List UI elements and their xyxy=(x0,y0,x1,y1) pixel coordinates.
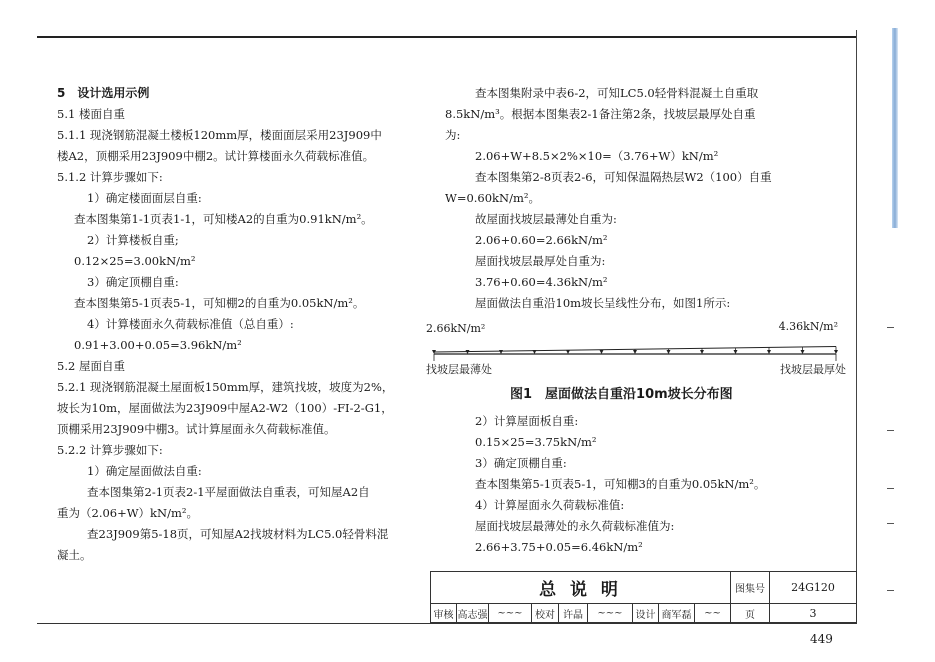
text-line: 5.2.1 现浇钢筋混凝土屋面板150mm厚，建筑找坡，坡度为2%， xyxy=(57,380,394,394)
figure-caption: 图1 屋面做法自重沿10m坡长分布图 xyxy=(510,387,733,402)
text-line: 5.1 楼面自重 xyxy=(57,107,125,121)
scan-edge-mark xyxy=(892,28,898,228)
checker-signature: ~~~ xyxy=(587,603,633,623)
text-line: 顶棚采用23J909中棚3。试计算屋面永久荷载标准值。 xyxy=(57,422,336,436)
frame-top-border xyxy=(37,36,857,38)
text-line: 查本图集第5-1页表5-1，可知棚2的自重为0.05kN/m²。 xyxy=(74,296,365,310)
design-label: 设计 xyxy=(632,603,659,623)
text-line: 重为（2.06+W）kN/m²。 xyxy=(57,506,198,520)
text-line: 2）计算屋面板自重: xyxy=(475,414,579,428)
load-arrow-head xyxy=(533,350,537,354)
text-line: 查本图集第2-8页表2-6，可知保温隔热层W2（100）自重 xyxy=(475,170,772,184)
text-line: 查本图集第5-1页表5-1，可知棚3的自重为0.05kN/m²。 xyxy=(475,477,766,491)
load-arrow-head xyxy=(633,350,637,354)
text-line: 查本图集第1-1页表1-1，可知楼A2的自重为0.91kN/m²。 xyxy=(74,212,373,226)
page-value: 3 xyxy=(769,603,857,623)
right-text-column xyxy=(445,83,845,314)
text-line: 1）确定屋面做法自重: xyxy=(87,464,202,478)
page-label: 页 xyxy=(730,603,770,623)
load-arrow-head xyxy=(700,350,704,354)
load-arrow-head xyxy=(566,350,570,354)
scan-tick xyxy=(887,523,894,524)
text-line: 坡长为10m，屋面做法为23J909中屋A2-W2（100）-FI-2-G1， xyxy=(57,401,393,415)
text-line: 屋面做法自重沿10m坡长呈线性分布，如图1所示: xyxy=(475,296,731,310)
text-line: 3）确定顶棚自重: xyxy=(87,275,179,289)
text-line: 5.2.2 计算步骤如下: xyxy=(57,443,163,457)
text-line: 5.1.1 现浇钢筋混凝土楼板120mm厚，楼面面层采用23J909中 xyxy=(57,128,382,142)
text-line: 查本图集附录中表6-2，可知LC5.0轻骨料混凝土自重取 xyxy=(475,86,759,100)
text-line: 2）计算楼板自重; xyxy=(87,233,179,247)
text-line: 查23J909第5-18页，可知屋A2找坡材料为LC5.0轻骨料混 xyxy=(87,527,389,541)
text-line: 0.12×25=3.00kN/m² xyxy=(74,254,196,268)
text-line: 4）计算楼面永久荷载标准值（总自重）: xyxy=(87,317,294,331)
load-arrow-head xyxy=(801,350,805,354)
reviewer-name: 高志强 xyxy=(456,603,489,623)
designer-signature: ~~ xyxy=(694,603,731,623)
thin-end-value: 2.66kN/m² xyxy=(426,322,486,335)
text-line: 5.1.2 计算步骤如下: xyxy=(57,170,163,184)
atlas-label: 图集号 xyxy=(730,571,770,604)
scan-tick xyxy=(887,590,894,591)
text-line: 屋面找坡层最薄处的永久荷载标准值为: xyxy=(475,519,675,533)
frame-bottom-border xyxy=(37,623,857,624)
text-line: 5.2 屋面自重 xyxy=(57,359,125,373)
text-line: 2.66+3.75+0.05=6.46kN/m² xyxy=(475,540,643,554)
thick-end-label: 找坡层最厚处 xyxy=(780,363,846,376)
text-line: 为: xyxy=(445,128,461,142)
thin-end-label: 找坡层最薄处 xyxy=(426,363,492,376)
drawing-title: 总 说 明 xyxy=(430,571,731,604)
scan-tick xyxy=(887,488,894,489)
check-label: 校对 xyxy=(531,603,559,623)
load-arrow-head xyxy=(600,350,604,354)
text-line: 0.91+3.00+0.05=3.96kN/m² xyxy=(74,338,242,352)
load-distribution-figure xyxy=(426,320,846,405)
load-arrow-head xyxy=(499,350,503,354)
text-line: 3）确定顶棚自重: xyxy=(475,456,567,470)
text-line: 屋面找坡层最厚处自重为: xyxy=(475,254,606,268)
text-line: 楼A2，顶棚采用23J909中棚2。试计算楼面永久荷载标准值。 xyxy=(57,149,375,163)
text-line: 0.15×25=3.75kN/m² xyxy=(475,435,597,449)
title-block xyxy=(430,571,857,623)
review-label: 审核 xyxy=(430,603,457,623)
designer-name: 商军磊 xyxy=(658,603,695,623)
scan-tick xyxy=(887,327,894,328)
text-line: 查本图集第2-1页表2-1平屋面做法自重表，可知屋A2自 xyxy=(87,485,370,499)
load-arrow-head xyxy=(667,350,671,354)
text-line: 2.06+W+8.5×2%×10=（3.76+W）kN/m² xyxy=(475,149,719,163)
text-line: 故屋面找坡层最薄处自重为: xyxy=(475,212,617,226)
frame-right-border xyxy=(856,30,857,624)
thick-end-value: 4.36kN/m² xyxy=(778,320,838,333)
load-arrow-head xyxy=(767,350,771,354)
left-text-column xyxy=(57,83,417,566)
right-text-column-lower xyxy=(445,411,845,558)
text-line: 凝土。 xyxy=(57,548,92,562)
book-page-number: 449 xyxy=(810,632,833,646)
section-heading: 5 设计选用示例 xyxy=(57,86,150,100)
atlas-number: 24G120 xyxy=(769,571,857,604)
text-line: 3.76+0.60=4.36kN/m² xyxy=(475,275,608,289)
checker-name: 许晶 xyxy=(558,603,588,623)
text-line: 1）确定楼面面层自重: xyxy=(87,191,202,205)
text-line: 2.06+0.60=2.66kN/m² xyxy=(475,233,608,247)
text-line: 8.5kN/m³。根据本图集表2-1备注第2条，找坡层最厚处自重 xyxy=(445,107,756,121)
text-line: 4）计算屋面永久荷载标准值: xyxy=(475,498,625,512)
reviewer-signature: ~~~ xyxy=(488,603,532,623)
load-arrow-head xyxy=(834,350,838,354)
load-arrow-head xyxy=(734,350,738,354)
scan-tick xyxy=(887,430,894,431)
text-line: W=0.60kN/m²。 xyxy=(445,191,540,205)
